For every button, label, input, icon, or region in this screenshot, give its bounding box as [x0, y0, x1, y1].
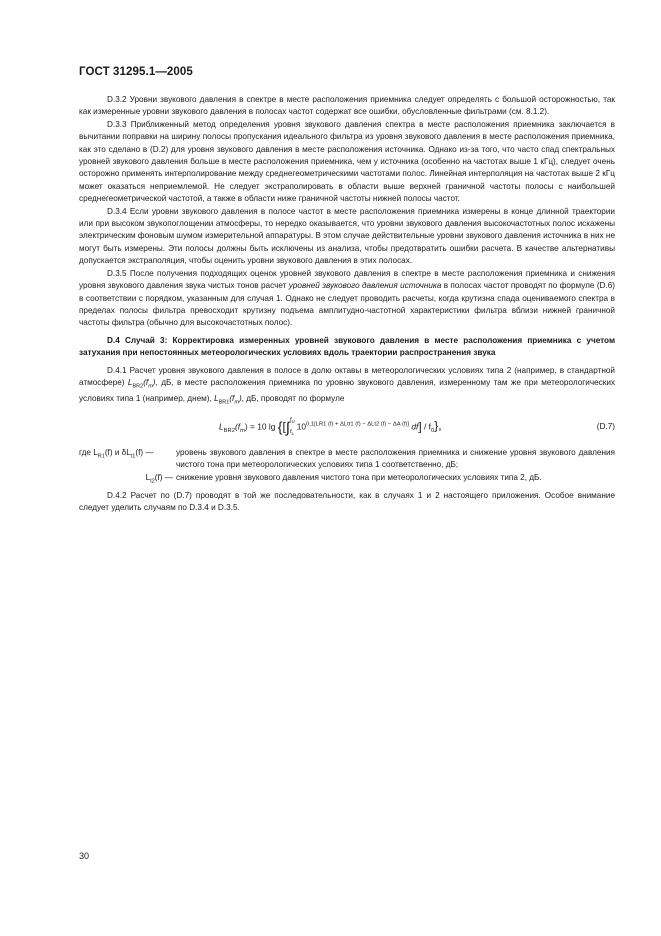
symbol-lbr2: $L_{BR2}(f_m)$	[127, 377, 156, 390]
where-row-1	[79, 447, 615, 472]
paragraph-d42: D.4.2 Расчет по (D.7) проводят в той же последовательности, как в случаях 1 и 2 настоящего приложения. Особое внимание следует уделить случаям по D.3.4 и D.3.5.	[79, 490, 615, 513]
where-label-1: где $L_{R1}(f)$ и $\delta L_{t1}(f)$ —	[79, 448, 154, 460]
symbol-lbr1: $L_{BR1}(f_m)$	[214, 393, 242, 406]
paragraph-d32: D.3.2 Уровни звукового давления в спектре в месте расположения приемника следует определять с большой осторожностью, так как измеренные уровни звукового давления в полосах частот содержат все ошибки, обусловленные фильтрами (см. 8.1.2).	[79, 95, 615, 117]
where-label-2: $L_{t2}(f)$ —	[145, 472, 173, 485]
paragraph-d41-part-a: D.4.1 Расчет уровня звукового давления в полосе в долю октавы в метеорологических условиях типа 2 (например, в стандартной атмосфере)	[79, 365, 615, 387]
where-row-2	[79, 472, 615, 488]
where-block	[79, 447, 615, 488]
paragraph-d41-part-b: , дБ, в месте расположения приемника по уровню звукового давления, измеренному там же при метеорологических условиях типа 1 (например, днем),	[79, 377, 615, 403]
formula-d7	[79, 413, 615, 443]
paragraph-d35	[79, 268, 615, 330]
page-number: 30	[79, 851, 90, 861]
section-d4-heading: D.4 Случай 3: Корректировка измеренных уровней звукового давления в месте расположения приемника с учетом затухания при непостоянных метеорологических условиях вдоль траектории распространения звука	[79, 335, 615, 358]
document-body	[79, 94, 615, 515]
formula-d7-number: (D.7)	[596, 422, 615, 432]
where-text-1: уровень звукового давления в спектре в месте расположения приемника и снижение уровня звукового давления чистого тона при метеорологических условиях типа 1 соответственно, дБ;	[176, 448, 615, 470]
paragraph-d35-italic: уровней звукового давления источника	[288, 281, 442, 291]
document-header: ГОСТ 31295.1—2005	[79, 66, 193, 78]
formula-d7-expression: $L_{BR2}(f_m) = 10$ lg {[∫ $f_U$ $f_L$ $10^{0,1[LR1 (f) + \Delta Ltt1 (f) - \Delta Lt2 (f) - \Delta A (f)]}$ $df] / f_0$},	[219, 417, 442, 437]
paragraph-d35-part-a: D.3.5 После получения подходящих оценок уровней звукового давления в спектре в месте расположения приемника и снижения уровня звукового давления звука чистых тонов расчет	[79, 268, 615, 291]
paragraph-d35-part-b: в полосах частот проводят по формуле (D.6) в соответствии с порядком, указанным для случая 1. Однако не следует проводить расчеты, когда крутизна спада оцениваемого спектра в пределах полосы фильтра превосходит крутизну подъема амплитудно-частотной характеристики фильтра вблизи нижней граничной частоты фильтра (обычно для высокочастотных полос).	[79, 281, 616, 328]
paragraph-d41	[79, 365, 615, 410]
paragraph-d41-part-c: , дБ, проводят по формуле	[241, 393, 345, 403]
where-text-2: снижение уровня звукового давления чистого тона при метеорологических условиях типа 2, дБ.	[176, 472, 542, 482]
paragraph-d34: D.3.4 Если уровни звукового давления в полосе частот в месте расположения приемника измерены в конце длинной траектории или при высоком звукопоглощении атмосферы, то нередко оказывается, что уровни звукового давления высокочастотных полос искажены электрическим фоновым шумом измерительной аппаратуры. В этом случае действительные уровни звукового давления источника в них не могут быть измерены. Эти полосы должны быть исключены из анализа, чтобы предотвратить ошибки расчета. В качестве альтернативы допускается экстраполяция, чтобы оценить уровни звукового давления в этих полосах.	[79, 206, 615, 266]
paragraph-d33: D.3.3 Приближенный метод определения уровня звукового давления спектра в месте расположения приемника заключается в вычитании поправки на ширину полосы пропускания идеального фильтра из уровня звукового давления в месте расположения приемника, как это сделано в (D.2) для уровня звукового давления в месте расположения источника. Однако из-за того, что часто спад спектральных уровней звукового давления больше в месте расположения приемника, чем у источника (особенно на частотах выше 1 кГц), следует очень осторожно применять интерполирование между среднегеометрическими частотами полос. Линейная интерполяция на частотах выше 2 кГц может оказаться неприемлемой. Не следует экстраполировать в области выше верхней граничной частоты полосы с наибольшей среднегеометрической частотой, а также в области ниже граничной частоты нижней полосы частот.	[79, 119, 615, 204]
